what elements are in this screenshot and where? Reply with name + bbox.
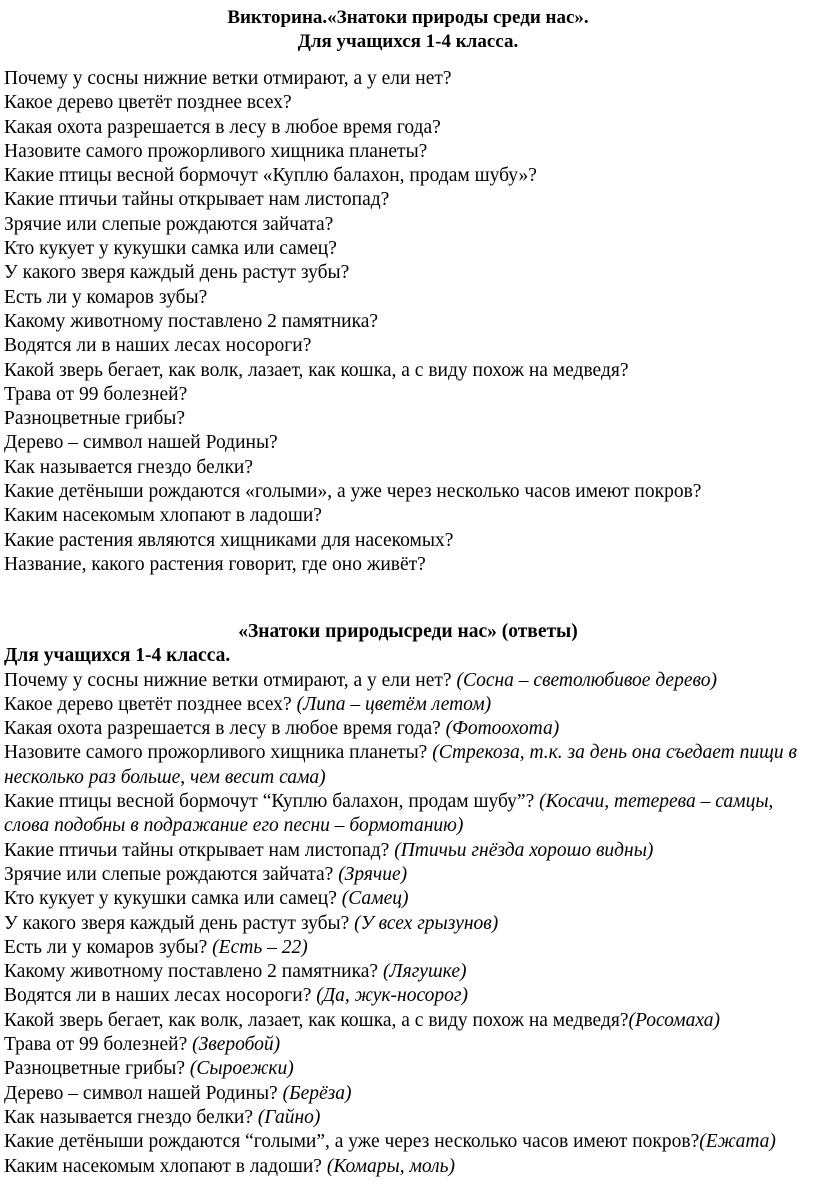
answer-text: (Берёза) [282, 1082, 352, 1104]
question-item: Как называется гнездо белки? [4, 456, 254, 478]
question-item: Дерево – символ нашей Родины? [4, 432, 278, 454]
answer-item [4, 669, 812, 693]
answer-question: Как называется гнездо белки? [4, 1106, 258, 1128]
question-item: Трава от 99 болезней? [4, 383, 188, 405]
answer-question: Почему у сосны нижние ветки отмирают, а у ели нет? [4, 669, 457, 691]
answer-question: Водятся ли в наших лесах носороги? [4, 985, 317, 1007]
answer-question: Назовите самого прожорливого хищника планеты? [4, 742, 433, 764]
answer-item [4, 1082, 812, 1106]
answer-text: (Лягушке) [382, 961, 467, 983]
question-item: Какие птицы весной бормочут «Куплю балахон, продам шубу»? [4, 165, 537, 187]
answer-text: (Комары, моль) [326, 1155, 456, 1177]
question-item: Какой зверь бегает, как волк, лазает, как кошка, а с виду похож на медведя? [4, 359, 629, 381]
answer-question: Какое дерево цветёт позднее всех? [4, 693, 297, 715]
answer-item [4, 1130, 812, 1154]
question-item: Какие птичьи тайны открывает нам листопад? [4, 189, 390, 211]
answer-question: Какие птицы весной бормочут “Куплю балахон, продам шубу”? [4, 791, 540, 813]
answers-subtitle: Для учащихся 1-4 класса. [4, 645, 231, 667]
answer-text: (Сыроежки) [189, 1058, 294, 1080]
answer-item [4, 1057, 812, 1081]
answer-item [4, 1033, 812, 1057]
answer-item [4, 887, 812, 911]
answer-item [4, 936, 812, 960]
question-item: Зрячие или слепые рождаются зайчата? [4, 213, 334, 235]
answer-item [4, 984, 812, 1008]
answer-text: (Самец) [341, 888, 409, 910]
question-item: Какая охота разрешается в лесу в любое время года? [4, 116, 441, 138]
answers-title: «Знатоки природысреди нас» (ответы) [238, 621, 578, 642]
question-item: Какому животному поставлено 2 памятника? [4, 310, 379, 332]
answer-question: Разноцветные грибы? [4, 1058, 190, 1080]
question-list [4, 67, 812, 577]
answer-text: (Липа – цветём летом) [296, 693, 492, 715]
question-item: Каким насекомым хлопают в ладоши? [4, 505, 322, 527]
question-item: Назовите самого прожорливого хищника планеты? [4, 140, 428, 162]
question-item: Название, какого растения говорит, где оно живёт? [4, 553, 426, 575]
answer-question: Какому животному поставлено 2 памятника? [4, 961, 383, 983]
answer-item [4, 741, 812, 790]
answer-question: Дерево – символ нашей Родины? [4, 1082, 283, 1104]
answer-item [4, 912, 812, 936]
answers-section [4, 620, 812, 1179]
answer-text: (Сосна – светолюбивое дерево) [456, 669, 717, 691]
answer-item [4, 1155, 812, 1179]
question-item: Кто кукует у кукушки самка или самец? [4, 238, 337, 260]
question-item: Есть ли у комаров зубы? [4, 286, 208, 308]
answer-text: (Фотоохота) [445, 718, 560, 740]
answer-text: (Зверобой) [192, 1034, 281, 1056]
answer-question: Каким насекомым хлопают в ладоши? [4, 1155, 327, 1177]
answer-text: (Ежата) [699, 1131, 776, 1153]
question-item: Разноцветные грибы? [4, 408, 186, 430]
answer-item [4, 839, 812, 863]
answer-question: Кто кукует у кукушки самка или самец? [4, 888, 342, 910]
answer-item [4, 1106, 812, 1130]
answer-question: Какие птичьи тайны открывает нам листопад? [4, 839, 395, 861]
question-item: Какие детёныши рождаются «голыми», а уже через несколько часов имеют покров? [4, 481, 702, 503]
answer-question: У какого зверя каждый день растут зубы? [4, 912, 355, 934]
answer-text: (Гайно) [257, 1106, 321, 1128]
answer-text: (У всех грызунов) [354, 912, 499, 934]
answer-text: (Стрекоза, т.к. за день она съедает пищи в несколько раз больше, чем весит сама) [4, 742, 797, 788]
answer-text: (Птичьи гнёзда хорошо видны) [394, 839, 654, 861]
question-item: Какие растения являются хищниками для насекомых? [4, 529, 454, 551]
answer-question: Какие детёныши рождаются “голыми”, а уже через несколько часов имеют покров? [4, 1131, 700, 1153]
answer-item [4, 790, 812, 839]
quiz-title: Викторина.«Знатоки природы среди нас». [227, 7, 589, 28]
answer-item [4, 717, 812, 741]
answer-item [4, 1009, 812, 1033]
answer-item [4, 960, 812, 984]
answer-question: Есть ли у комаров зубы? [4, 936, 213, 958]
quiz-subtitle: Для учащихся 1-4 класса. [297, 31, 519, 52]
answer-text: (Косачи, тетерева – самцы, слова подобны в подражание его песни – бормотанию) [4, 791, 774, 837]
answer-text: (Да, жук-носорог) [316, 985, 468, 1007]
answer-question: Какой зверь бегает, как волк, лазает, как кошка, а с виду похож на медведя? [4, 1009, 629, 1031]
answer-text: (Зрячие) [338, 863, 408, 885]
answer-item [4, 693, 812, 717]
question-item: Почему у сосны нижние ветки отмирают, а у ели нет? [4, 68, 452, 89]
answer-text: (Есть – 22) [212, 936, 308, 958]
answer-question: Трава от 99 болезней? [4, 1034, 193, 1056]
answer-question: Зрячие или слепые рождаются зайчата? [4, 863, 339, 885]
question-item: Водятся ли в наших лесах носороги? [4, 335, 312, 357]
question-item: Какое дерево цветёт позднее всех? [4, 92, 292, 114]
answer-text: (Росомаха) [628, 1009, 720, 1031]
question-item: У какого зверя каждый день растут зубы? [4, 262, 350, 284]
answer-question: Какая охота разрешается в лесу в любое время года? [4, 718, 446, 740]
answer-item [4, 863, 812, 887]
